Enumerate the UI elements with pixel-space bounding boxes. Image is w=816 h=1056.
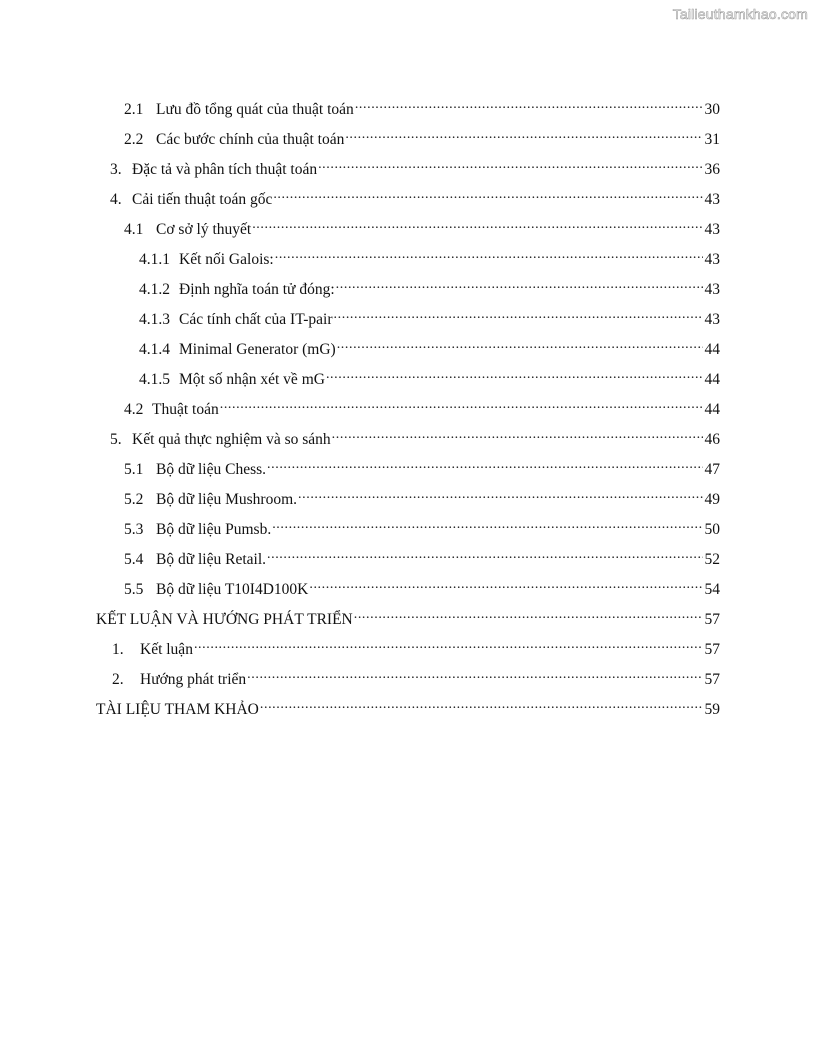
toc-entry-label: 5.2 Bộ dữ liệu Mushroom. [124, 491, 298, 508]
toc-leader-dots [220, 394, 703, 414]
toc-entry-label: 2.2 Các bước chính của thuật toán [124, 131, 345, 148]
toc-entry-label: 4.1.1 Kết nối Galois: [139, 251, 274, 268]
toc-page-number: 43 [704, 251, 720, 268]
toc-page-number: 36 [704, 161, 720, 178]
toc-page-number: 43 [704, 311, 720, 328]
toc-entry[interactable] [110, 424, 720, 446]
toc-entry-label: 2. Hướng phát triển [112, 671, 247, 688]
toc-page-number: 57 [704, 671, 720, 688]
toc-entry[interactable] [139, 364, 720, 386]
toc-page-number: 50 [704, 521, 720, 538]
toc-entry[interactable] [112, 634, 720, 656]
toc-leader-dots [309, 574, 703, 594]
toc-entry[interactable] [124, 94, 720, 116]
toc-entry[interactable] [110, 184, 720, 206]
toc-page-number: 30 [704, 101, 720, 118]
toc-entry-label: 4.1 Cơ sở lý thuyết [124, 221, 252, 238]
toc-entry-label: 5. Kết quả thực nghiệm và so sánh [110, 431, 331, 448]
toc-leader-dots [334, 304, 703, 324]
toc-leader-dots [247, 664, 703, 684]
toc-entry[interactable] [139, 244, 720, 266]
toc-entry[interactable] [110, 154, 720, 176]
toc-leader-dots [337, 334, 703, 354]
toc-entry-label: 3. Đặc tả và phân tích thuật toán [110, 161, 318, 178]
toc-page-number: 31 [704, 131, 720, 148]
toc-leader-dots [345, 124, 703, 144]
toc-entry-label: 5.5 Bộ dữ liệu T10I4D100K [124, 581, 309, 598]
toc-page-number: 57 [704, 641, 720, 658]
toc-leader-dots [260, 694, 703, 714]
toc-leader-dots [354, 604, 703, 624]
toc-page-number: 57 [704, 611, 720, 628]
toc-entry[interactable] [124, 514, 720, 536]
toc-leader-dots [252, 214, 703, 234]
toc-entry[interactable] [124, 214, 720, 236]
toc-leader-dots [272, 514, 703, 534]
toc-entry-label: 5.3 Bộ dữ liệu Pumsb. [124, 521, 272, 538]
toc-entry[interactable] [124, 394, 720, 416]
toc-entry[interactable] [124, 574, 720, 596]
toc-leader-dots [336, 274, 703, 294]
toc-leader-dots [275, 244, 703, 264]
toc-entry[interactable] [139, 334, 720, 356]
toc-entry-label: 4. Cải tiến thuật toán gốc [110, 191, 273, 208]
toc-entry[interactable] [96, 604, 720, 626]
toc-leader-dots [194, 634, 703, 654]
toc-leader-dots [332, 424, 703, 444]
toc-page-number: 46 [704, 431, 720, 448]
toc-entry[interactable] [96, 694, 720, 716]
toc-page-number: 54 [704, 581, 720, 598]
toc-entry-label: 4.1.2 Định nghĩa toán tử đóng: [139, 281, 335, 298]
toc-page-number: 59 [704, 701, 720, 718]
watermark: Tailieuthamkhao.com [672, 6, 808, 22]
toc-leader-dots [273, 184, 703, 204]
toc-entry-label: 5.4 Bộ dữ liệu Retail. [124, 551, 266, 568]
toc-page-number: 47 [704, 461, 720, 478]
toc-entry-label: 4.1.4 Minimal Generator (mG) [139, 341, 336, 358]
toc-leader-dots [298, 484, 703, 504]
toc-page-number: 44 [704, 371, 720, 388]
toc-page-number: 44 [704, 341, 720, 358]
toc-page-number: 43 [704, 281, 720, 298]
toc-entry-label: 2.1 Lưu đồ tổng quát của thuật toán [124, 101, 354, 118]
toc-entry-label: 5.1 Bộ dữ liệu Chess. [124, 461, 267, 478]
toc-entry[interactable] [112, 664, 720, 686]
toc-page-number: 52 [704, 551, 720, 568]
toc-leader-dots [326, 364, 703, 384]
toc-entry-label: KẾT LUẬN VÀ HƯỚNG PHÁT TRIỂN [96, 611, 353, 628]
toc-leader-dots [267, 544, 703, 564]
toc-entry[interactable] [139, 304, 720, 326]
toc-page-number: 44 [704, 401, 720, 418]
toc-entry[interactable] [124, 124, 720, 146]
toc-entry[interactable] [124, 484, 720, 506]
toc-entry[interactable] [124, 454, 720, 476]
toc-leader-dots [318, 154, 703, 174]
toc-page-number: 43 [704, 221, 720, 238]
toc-entry-label: 1. Kết luận [112, 641, 193, 658]
toc-page-number: 43 [704, 191, 720, 208]
toc-entry-label: 4.1.3 Các tính chất của IT-pair [139, 311, 333, 328]
toc-leader-dots [267, 454, 703, 474]
toc-leader-dots [355, 94, 703, 114]
toc-entry-label: 4.2 Thuật toán [124, 401, 219, 418]
toc-entry-label: 4.1.5 Một số nhận xét về mG [139, 371, 325, 388]
toc-page-number: 49 [704, 491, 720, 508]
toc-entry-label: TÀI LIỆU THAM KHẢO [96, 701, 259, 718]
toc-entry[interactable] [139, 274, 720, 296]
toc-entry[interactable] [124, 544, 720, 566]
